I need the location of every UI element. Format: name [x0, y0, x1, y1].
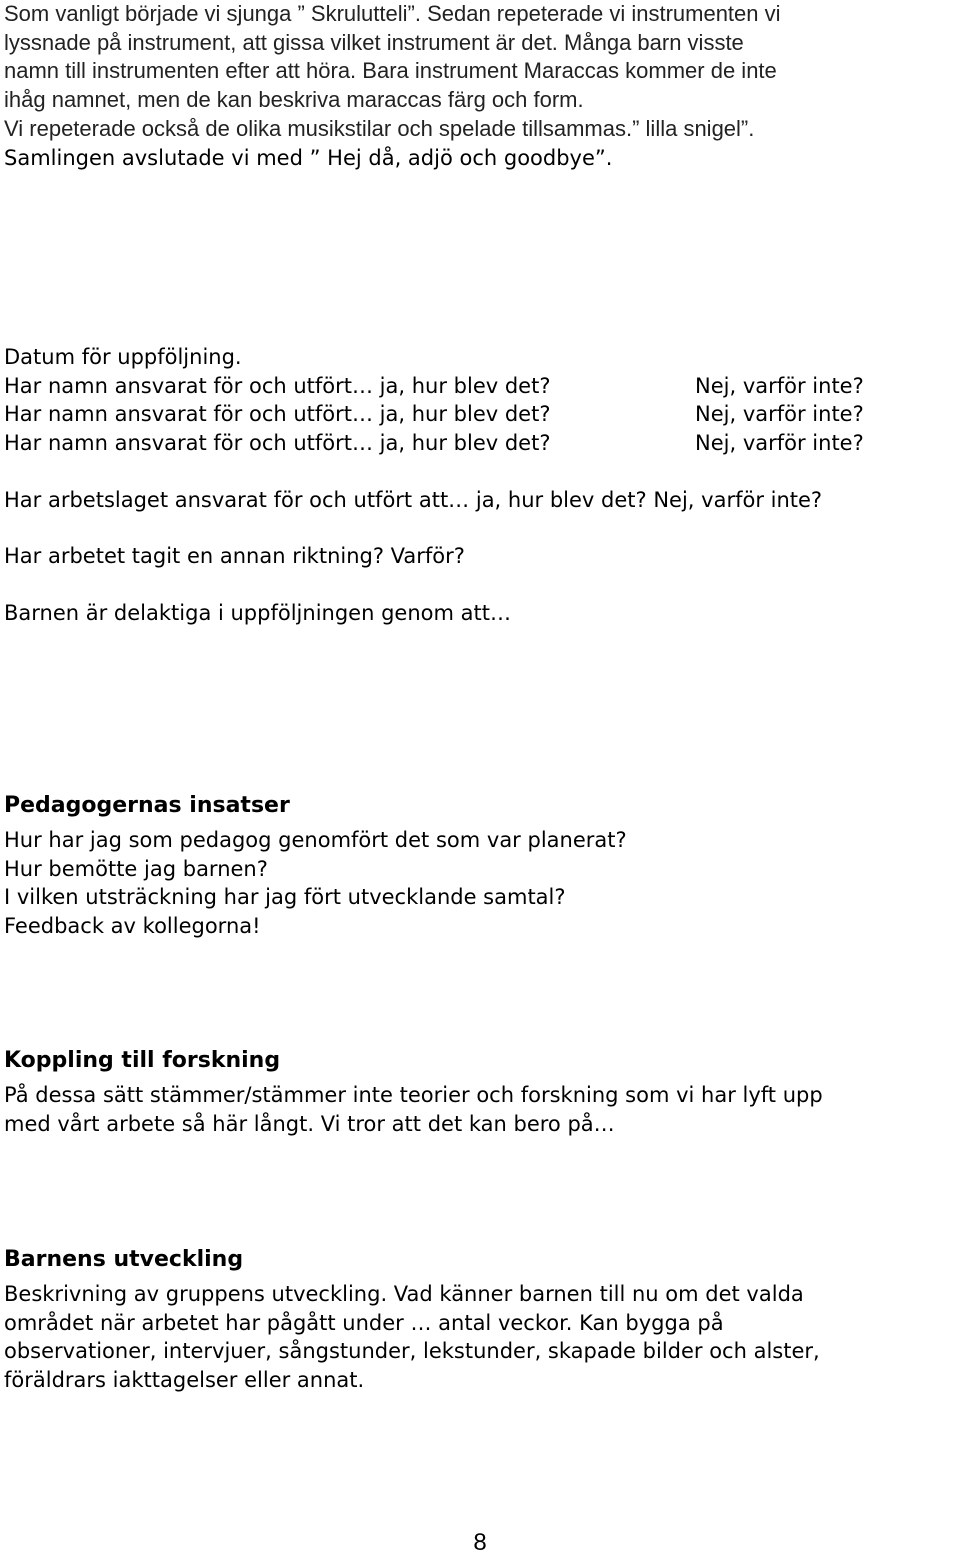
- intro-line: lyssnade på instrument, att gissa vilket instrument är det. Många barn visste: [4, 30, 744, 55]
- page-number: 8: [473, 1529, 487, 1556]
- pedagogues-line: Hur har jag som pedagog genomfört det som var planerat?: [4, 828, 627, 852]
- research-heading: Koppling till forskning: [4, 1048, 281, 1073]
- research-line: På dessa sätt stämmer/stämmer inte teorier och forskning som vi har lyft upp: [4, 1083, 823, 1107]
- followup-date-label: Datum för uppföljning.: [4, 345, 242, 369]
- children-involved: Barnen är delaktiga i uppföljningen genom att…: [4, 601, 511, 625]
- followup-row: [4, 429, 550, 457]
- followup-question: Har namn ansvarat för och utfört… ja, hur blev det?: [4, 431, 551, 455]
- team-question: Har arbetslaget ansvarat för och utfört att… ja, hur blev det? Nej, varför inte?: [4, 488, 823, 512]
- development-line: området när arbetet har pågått under … antal veckor. Kan bygga på: [4, 1311, 724, 1335]
- pedagogues-line: Feedback av kollegorna!: [4, 914, 261, 938]
- followup-question: Har namn ansvarat för och utfört… ja, hur blev det?: [4, 374, 551, 398]
- intro-line: Som vanligt började vi sjunga ” Skrulutteli”. Sedan repeterade vi instrumenten vi: [4, 1, 781, 26]
- pedagogues-line: I vilken utsträckning har jag fört utvecklande samtal?: [4, 885, 566, 909]
- development-line: föräldrars iakttagelser eller annat.: [4, 1368, 365, 1392]
- research-line: med vårt arbete så här långt. Vi tror att det kan bero på…: [4, 1112, 615, 1136]
- development-line: Beskrivning av gruppens utveckling. Vad känner barnen till nu om det valda: [4, 1282, 804, 1306]
- development-heading: Barnens utveckling: [4, 1247, 244, 1272]
- followup-answer: Nej, varför inte?: [695, 402, 864, 426]
- intro-line: Samlingen avslutade vi med ” Hej då, adjö och goodbye”.: [4, 146, 613, 170]
- followup-row: [4, 372, 550, 400]
- followup-answer: Nej, varför inte?: [695, 374, 864, 398]
- pedagogues-line: Hur bemötte jag barnen?: [4, 857, 268, 881]
- intro-line: ihåg namnet, men de kan beskriva maraccas färg och form.: [4, 87, 584, 112]
- intro-line: Vi repeterade också de olika musikstilar och spelade tillsammas.” lilla snigel”.: [4, 116, 755, 141]
- followup-answer: Nej, varför inte?: [695, 431, 864, 455]
- development-line: observationer, intervjuer, sångstunder, lekstunder, skapade bilder och alster,: [4, 1339, 820, 1363]
- pedagogues-heading: Pedagogernas insatser: [4, 793, 290, 818]
- followup-row: [4, 400, 550, 428]
- intro-line: namn till instrumenten efter att höra. Bara instrument Maraccas kommer de inte: [4, 58, 777, 83]
- followup-question: Har namn ansvarat för och utfört… ja, hur blev det?: [4, 402, 551, 426]
- direction-question: Har arbetet tagit en annan riktning? Varför?: [4, 544, 465, 568]
